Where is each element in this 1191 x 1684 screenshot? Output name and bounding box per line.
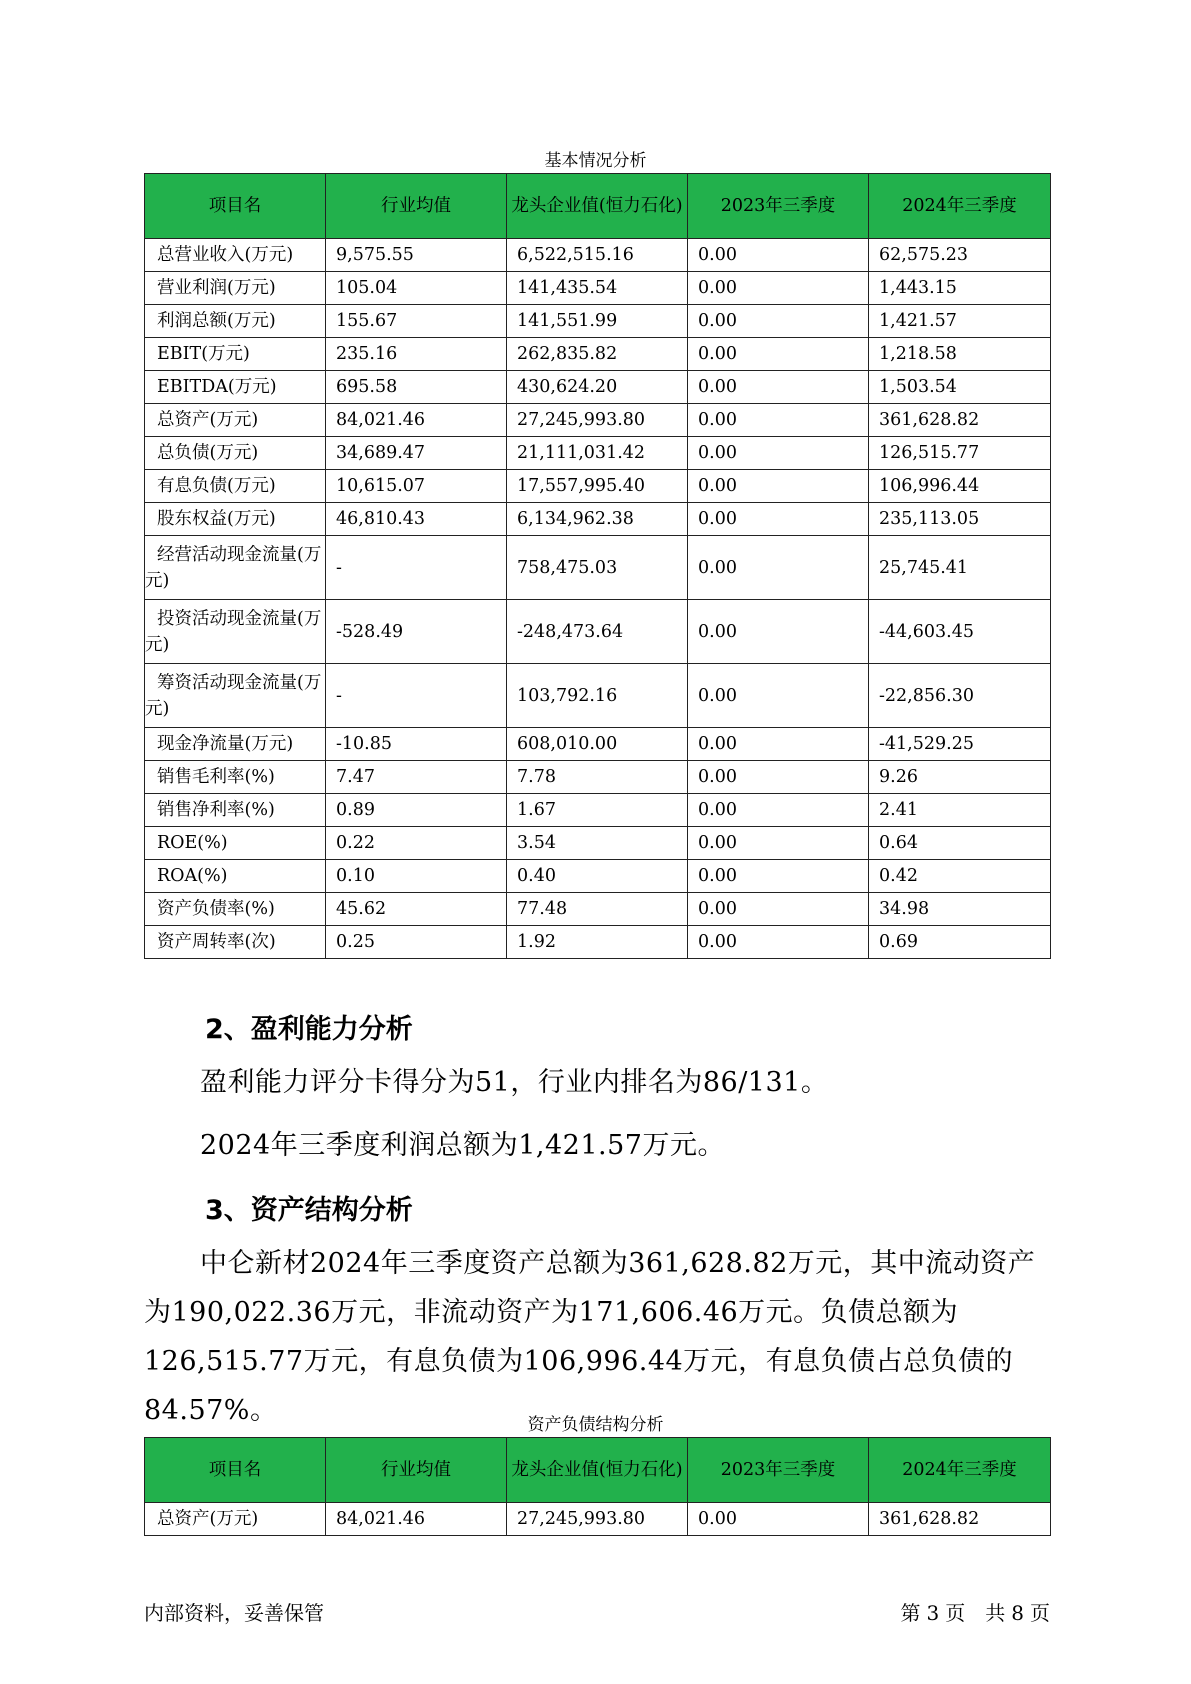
table-row (145, 305, 1051, 338)
table-cell: 141,551.99 (507, 305, 688, 338)
table-cell: 27,245,993.80 (507, 404, 688, 437)
table-cell: 0.89 (326, 794, 507, 827)
header-item-name: 项目名 (145, 1438, 326, 1503)
row-label: EBIT(万元) (145, 338, 326, 371)
table-cell: 34,689.47 (326, 437, 507, 470)
table1-caption: 基本情况分析 (544, 151, 647, 171)
row-label: 总营业收入(万元) (145, 239, 326, 272)
table-row (145, 470, 1051, 503)
table-cell: 0.00 (688, 338, 869, 371)
table-row (145, 728, 1051, 761)
table-cell: 1.67 (507, 794, 688, 827)
table-cell: 0.00 (688, 728, 869, 761)
table-cell: 10,615.07 (326, 470, 507, 503)
table-cell: 0.40 (507, 860, 688, 893)
table-cell: 34.98 (869, 893, 1051, 926)
table-cell: 0.10 (326, 860, 507, 893)
row-label: 销售净利率(%) (145, 794, 326, 827)
table-cell: 0.64 (869, 827, 1051, 860)
page-prefix: 第 (900, 1601, 921, 1625)
header-industry-avg: 行业均值 (326, 174, 507, 239)
total-num: 8 (1011, 1601, 1024, 1625)
row-label: 筹资活动现金流量(万元) (145, 664, 326, 728)
table-cell: -22,856.30 (869, 664, 1051, 728)
total-suffix: 页 (1030, 1601, 1050, 1625)
table-row (145, 536, 1051, 600)
row-label: ROE(%) (145, 827, 326, 860)
table-row (145, 664, 1051, 728)
section3-heading: 3、资产结构分析 (205, 1195, 413, 1226)
table-cell: 141,435.54 (507, 272, 688, 305)
row-label: 销售毛利率(%) (145, 761, 326, 794)
table-row (145, 404, 1051, 437)
row-label: 总负债(万元) (145, 437, 326, 470)
table-cell: 9.26 (869, 761, 1051, 794)
table-cell: 262,835.82 (507, 338, 688, 371)
table-cell: 361,628.82 (869, 1503, 1051, 1536)
total-prefix: 共 (985, 1601, 1006, 1625)
table-cell: 45.62 (326, 893, 507, 926)
section2-heading: 2、盈利能力分析 (205, 1014, 413, 1045)
table-cell: 1,218.58 (869, 338, 1051, 371)
table-cell: 6,134,962.38 (507, 503, 688, 536)
table-cell: 1,503.54 (869, 371, 1051, 404)
table-row (145, 371, 1051, 404)
table-cell: 6,522,515.16 (507, 239, 688, 272)
table-cell: 77.48 (507, 893, 688, 926)
table-cell: 0.00 (688, 404, 869, 437)
table-cell: 0.00 (688, 1503, 869, 1536)
table-row (145, 338, 1051, 371)
table-cell: -44,603.45 (869, 600, 1051, 664)
section3-paragraph (144, 1239, 1050, 1435)
table-cell: 2.41 (869, 794, 1051, 827)
footer-confidential: 内部资料，妥善保管 (144, 1601, 324, 1625)
table-cell: 0.00 (688, 437, 869, 470)
table-row (145, 1503, 1051, 1536)
table-cell: 0.00 (688, 926, 869, 959)
table-cell: 7.78 (507, 761, 688, 794)
table-header-row (145, 174, 1051, 239)
table-cell: 608,010.00 (507, 728, 688, 761)
table-cell: 27,245,993.80 (507, 1503, 688, 1536)
table-cell: 0.00 (688, 272, 869, 305)
table-cell: 0.00 (688, 470, 869, 503)
table-cell: 103,792.16 (507, 664, 688, 728)
table-cell: 0.00 (688, 664, 869, 728)
header-2023-q3: 2023年三季度 (688, 1438, 869, 1503)
table-cell: 0.00 (688, 794, 869, 827)
table-cell: 235,113.05 (869, 503, 1051, 536)
table-cell: - (326, 536, 507, 600)
page-num: 3 (926, 1601, 940, 1625)
table-cell: -248,473.64 (507, 600, 688, 664)
table-row (145, 272, 1051, 305)
row-label: 投资活动现金流量(万元) (145, 600, 326, 664)
balance-structure-table (144, 1437, 1051, 1536)
table-cell: 0.69 (869, 926, 1051, 959)
table-cell: 0.00 (688, 860, 869, 893)
table-cell: 25,745.41 (869, 536, 1051, 600)
row-label: 经营活动现金流量(万元) (145, 536, 326, 600)
table-cell: 0.42 (869, 860, 1051, 893)
table-cell: 9,575.55 (326, 239, 507, 272)
table-row (145, 794, 1051, 827)
table-cell: 0.22 (326, 827, 507, 860)
page-mid: 页 (945, 1601, 966, 1625)
table-cell: 84,021.46 (326, 404, 507, 437)
table-cell: 21,111,031.42 (507, 437, 688, 470)
table-cell: 0.00 (688, 503, 869, 536)
table-cell: 155.67 (326, 305, 507, 338)
table-cell: -41,529.25 (869, 728, 1051, 761)
section2-paragraph (144, 1058, 1050, 1170)
table-cell: 46,810.43 (326, 503, 507, 536)
table-cell: 0.00 (688, 761, 869, 794)
row-label: EBITDA(万元) (145, 371, 326, 404)
table-row (145, 600, 1051, 664)
table-cell: 0.00 (688, 239, 869, 272)
table-row (145, 761, 1051, 794)
table-cell: 1,421.57 (869, 305, 1051, 338)
row-label: 利润总额(万元) (145, 305, 326, 338)
row-label: 资产负债率(%) (145, 893, 326, 926)
header-leader-value: 龙头企业值(恒力石化) (507, 1438, 688, 1503)
row-label: 总资产(万元) (145, 1503, 326, 1536)
table-row (145, 860, 1051, 893)
table-header-row (145, 1438, 1051, 1503)
table-cell: 62,575.23 (869, 239, 1051, 272)
table-row (145, 503, 1051, 536)
table-cell: 0.00 (688, 827, 869, 860)
table-cell: 0.25 (326, 926, 507, 959)
row-label: 有息负债(万元) (145, 470, 326, 503)
table-cell: 105.04 (326, 272, 507, 305)
table-cell: 106,996.44 (869, 470, 1051, 503)
table-cell: -528.49 (326, 600, 507, 664)
row-label: 股东权益(万元) (145, 503, 326, 536)
table-cell: 0.00 (688, 893, 869, 926)
table-cell: 3.54 (507, 827, 688, 860)
table-row (145, 239, 1051, 272)
table-row (145, 893, 1051, 926)
table-cell: 361,628.82 (869, 404, 1051, 437)
table-cell: 1,443.15 (869, 272, 1051, 305)
table-cell: 17,557,995.40 (507, 470, 688, 503)
table-row (145, 437, 1051, 470)
table-cell: 0.00 (688, 371, 869, 404)
footer-page-number (895, 1597, 1050, 1626)
row-label: 总资产(万元) (145, 404, 326, 437)
table-cell: 0.00 (688, 600, 869, 664)
table2-caption: 资产负债结构分析 (527, 1415, 664, 1435)
header-leader-value: 龙头企业值(恒力石化) (507, 174, 688, 239)
table-cell: 235.16 (326, 338, 507, 371)
header-2023-q3: 2023年三季度 (688, 174, 869, 239)
row-label: 资产周转率(次) (145, 926, 326, 959)
table-cell: 1.92 (507, 926, 688, 959)
profit-total-text: 2024年三季度利润总额为1,421.57万元。 (200, 1130, 725, 1161)
table-row (145, 827, 1051, 860)
table-row (145, 926, 1051, 959)
header-2024-q3: 2024年三季度 (869, 174, 1051, 239)
table-cell: 758,475.03 (507, 536, 688, 600)
header-industry-avg: 行业均值 (326, 1438, 507, 1503)
row-label: 现金净流量(万元) (145, 728, 326, 761)
table-cell: 695.58 (326, 371, 507, 404)
header-item-name: 项目名 (145, 174, 326, 239)
table-cell: - (326, 664, 507, 728)
row-label: 营业利润(万元) (145, 272, 326, 305)
row-label: ROA(%) (145, 860, 326, 893)
table-cell: 126,515.77 (869, 437, 1051, 470)
table-cell: 7.47 (326, 761, 507, 794)
table-cell: 0.00 (688, 305, 869, 338)
asset-structure-text: 中仑新材2024年三季度资产总额为361,628.82万元，其中流动资产为190,022.36万元，非流动资产为171,606.46万元。负债总额为126,515.77万元，有息负债为106,996.44万元，有息负债占总负债的84.57%。 (144, 1248, 1036, 1426)
table-cell: -10.85 (326, 728, 507, 761)
table-cell: 430,624.20 (507, 371, 688, 404)
table-cell: 0.00 (688, 536, 869, 600)
header-2024-q3: 2024年三季度 (869, 1438, 1051, 1503)
table-cell: 84,021.46 (326, 1503, 507, 1536)
basic-analysis-table (144, 173, 1051, 959)
profitability-score-text: 盈利能力评分卡得分为51，行业内排名为86/131。 (200, 1067, 829, 1098)
